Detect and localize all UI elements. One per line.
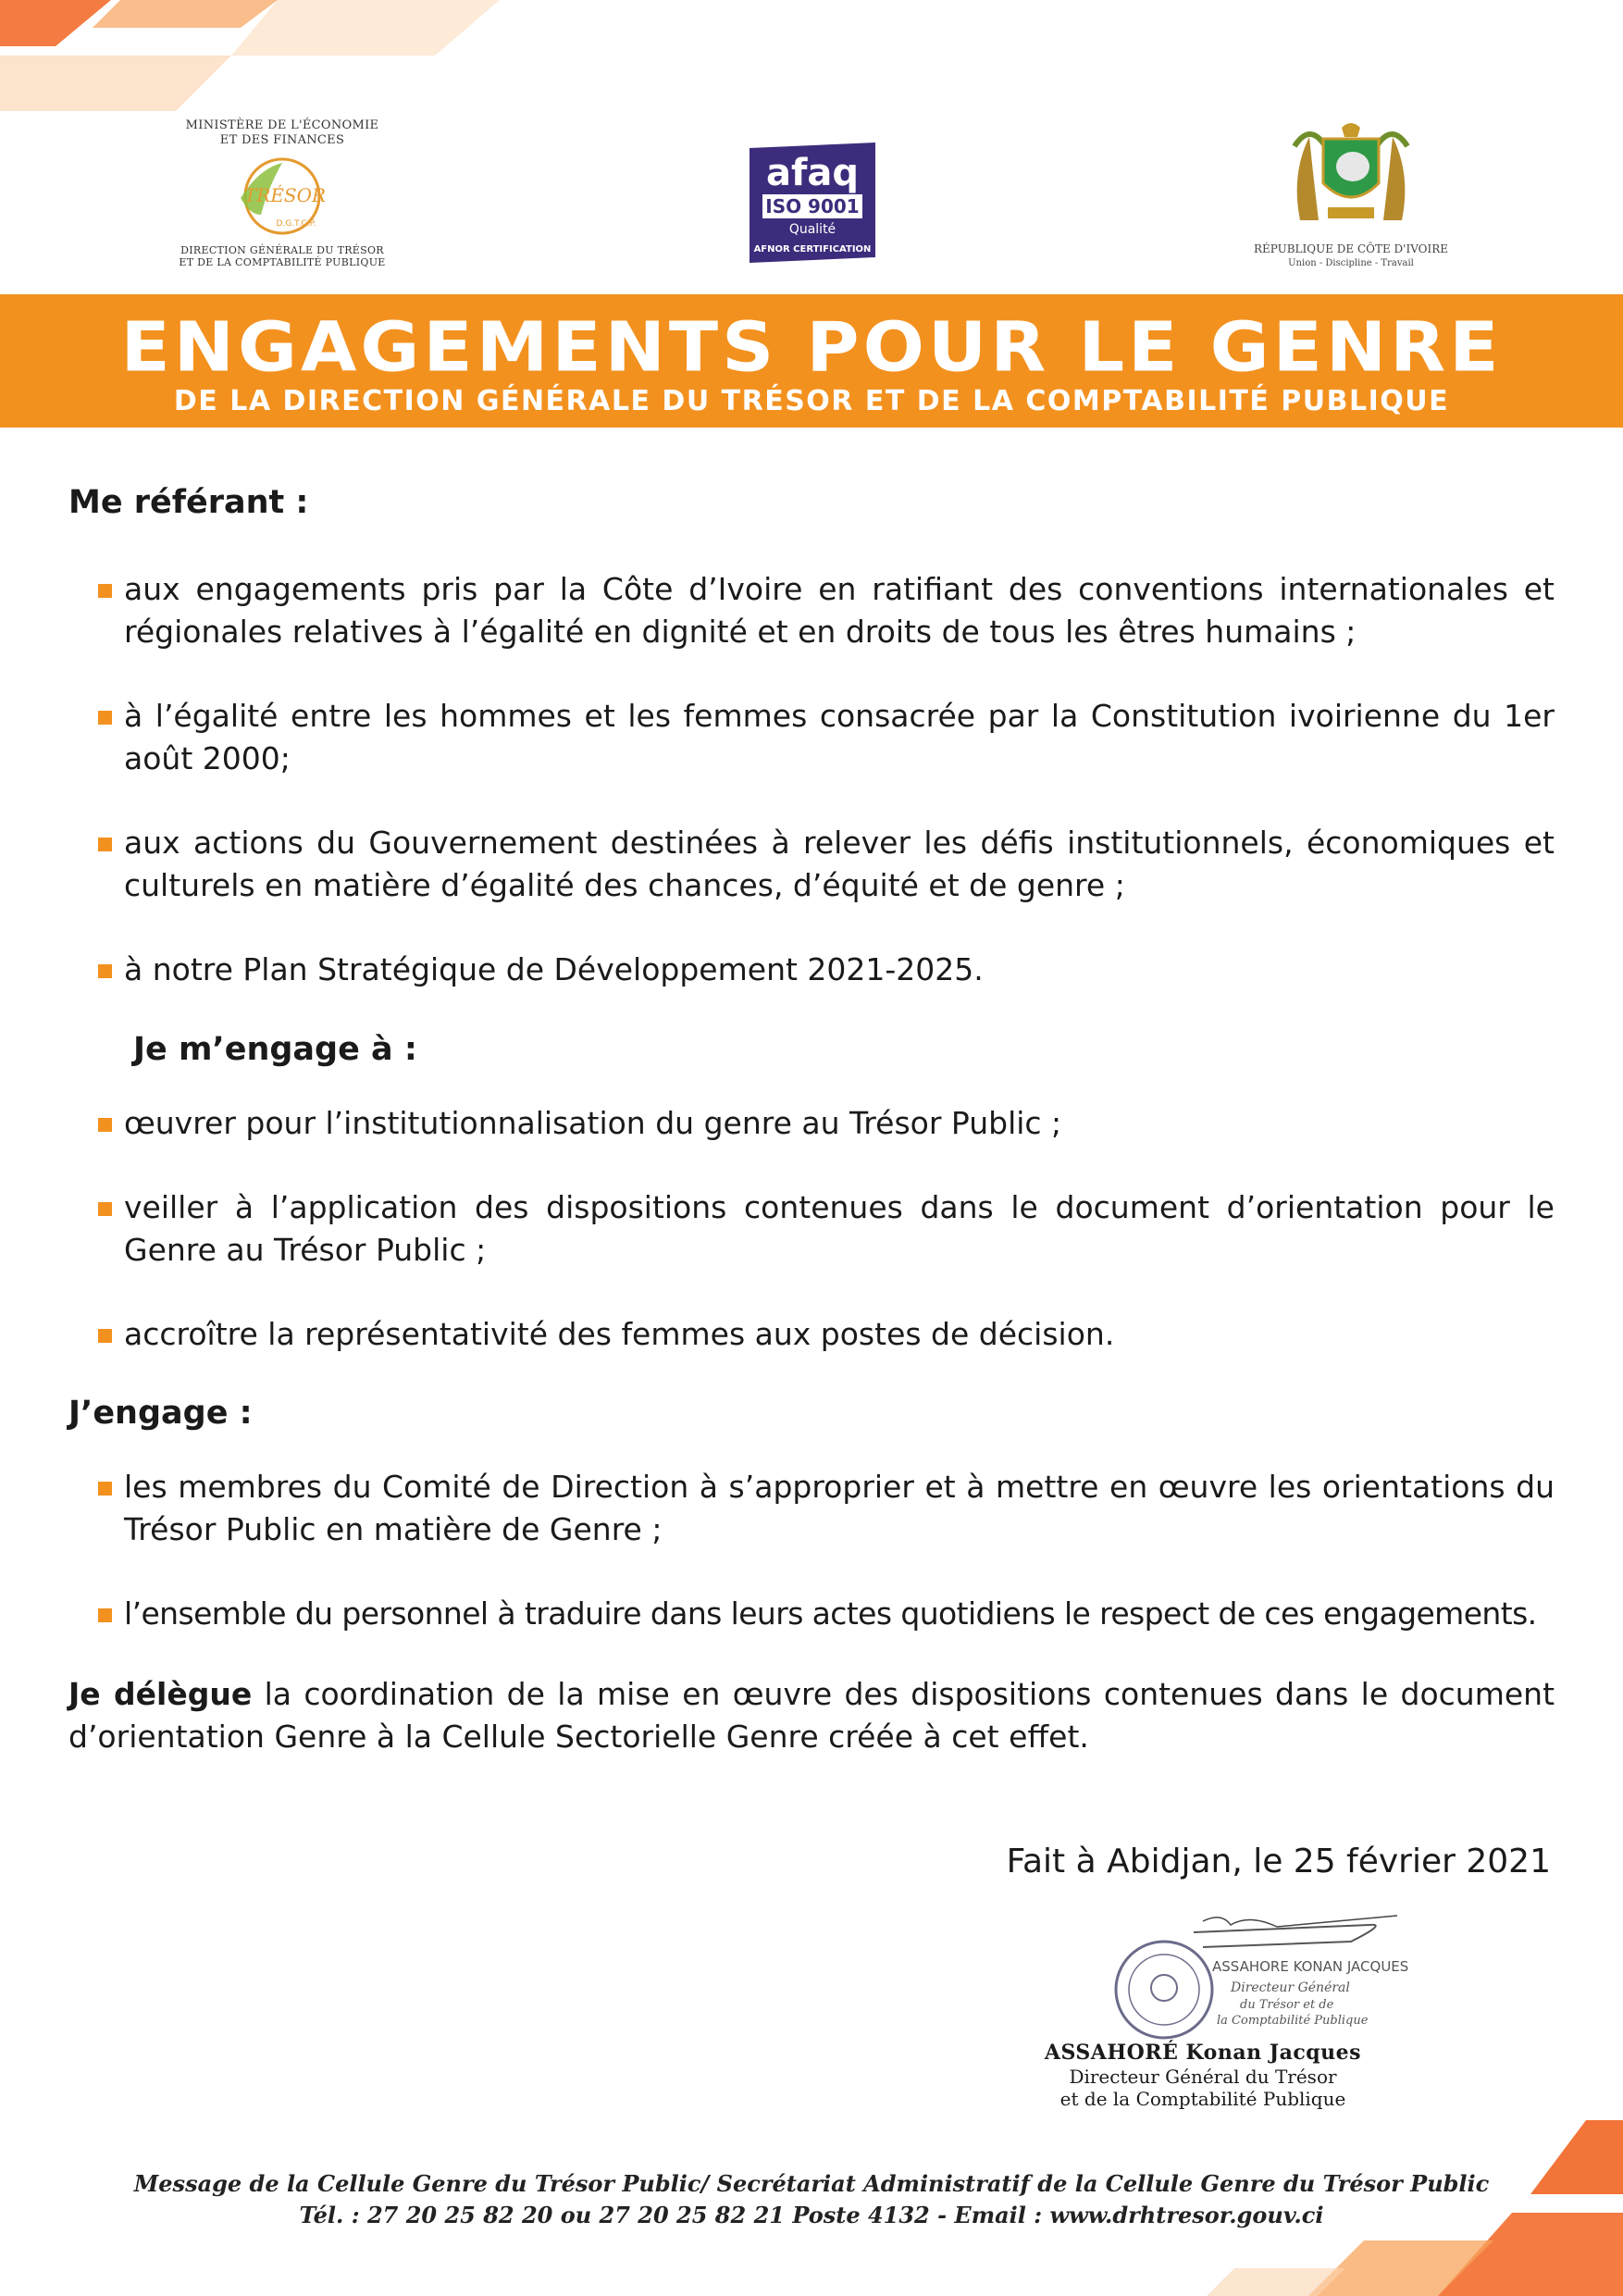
list-item: accroître la représentativité des femmes aux postes de décision. (68, 1313, 1555, 1356)
motto-label: Union - Discipline - Travail (1288, 258, 1414, 268)
list-item: œuvrer pour l’institutionnalisation du genre au Trésor Public ; (68, 1102, 1555, 1145)
afaq-badge-icon (750, 143, 875, 263)
signatory-title-2: et de la Comptabilité Publique (1059, 2088, 1346, 2110)
list-item: à notre Plan Stratégique de Développement 2021-2025. (68, 949, 1555, 991)
stamp-title1: Directeur Général (1231, 1980, 1350, 1995)
banner-title: ENGAGEMENTS POUR LE GENRE (120, 308, 1503, 388)
afaq-cert: AFNOR CERTIFICATION (753, 244, 872, 254)
bullet-square-icon (98, 1118, 112, 1132)
tresor-emblem-icon (222, 150, 342, 242)
bullet-square-icon (98, 1608, 112, 1622)
emblem-text: TRÉSOR (243, 184, 327, 206)
bullet-square-icon (98, 838, 112, 851)
bullet-square-icon (98, 584, 112, 598)
date-line: Fait à Abidjan, le 25 février 2021 (1006, 1843, 1551, 1880)
bullet-square-icon (98, 1482, 112, 1496)
tresor-logo-block (176, 118, 389, 268)
footer (0, 2168, 1623, 2231)
afaq-quality: Qualité (788, 222, 836, 237)
stamp-name: ASSAHORE KONAN JACQUES (1212, 1958, 1409, 1975)
banner-subtitle: DE LA DIRECTION GÉNÉRALE DU TRÉSOR ET DE LA COMPTABILITÉ PUBLIQUE (173, 385, 1450, 417)
list-item: aux actions du Gouvernement destinées à relever les défis institutionnels, économiques et culturels en matière d’égalité des chances, d’équité et de genre ; (68, 822, 1555, 907)
title-banner (0, 294, 1623, 428)
bullet-square-icon (98, 1329, 112, 1343)
direction-label: DIRECTION GÉNÉRALE DU TRÉSOR ET DE LA COMPTABILITÉ PUBLIQUE (179, 244, 386, 268)
list-item: l’ensemble du personnel à traduire dans leurs actes quotidiens le respect de ces engagements. (68, 1593, 1555, 1635)
heading-jengage: J’engage : (68, 1395, 253, 1432)
decorative-corner-top-left (0, 0, 518, 120)
coat-of-arms-icon (1282, 118, 1420, 230)
afaq-iso-logo (750, 143, 875, 263)
afaq-brand: afaq (765, 152, 860, 194)
stamp-title2: du Trésor et de (1240, 1998, 1334, 2012)
footer-line-2: Tél. : 27 20 25 82 20 ou 27 20 25 82 21 Poste 4132 - Email : www.drhtresor.gouv.ci (299, 2202, 1324, 2228)
delegate-text: la coordination de la mise en œuvre des dispositions contenues dans le document d’orientation Genre à la Cellule Sectorielle Genre créée à cet effet. (68, 1676, 1555, 1755)
delegate-bold: Je délègue (68, 1676, 253, 1712)
bullet-square-icon (98, 1202, 112, 1216)
afaq-standard: ISO 9001 (765, 195, 860, 217)
ministry-label: MINISTÈRE DE L'ÉCONOMIE ET DES FINANCES (185, 118, 379, 147)
list-item: aux engagements pris par la Côte d’Ivoire en ratifiant des conventions internationales et régionales relatives à l’égalité en dignité et en droits de tous les êtres humains ; (68, 568, 1555, 653)
signatory-block (1018, 2040, 1388, 2110)
bullet-square-icon (98, 964, 112, 978)
coat-of-arms-block (1240, 118, 1462, 270)
heading-engage: Je m’engage à : (133, 1031, 417, 1068)
list-item: à l’égalité entre les hommes et les femmes consacrée par la Constitution ivoirienne du 1er août 2000; (68, 695, 1555, 780)
signatory-name: ASSAHORÉ Konan Jacques (1044, 2041, 1362, 2065)
bullet-square-icon (98, 711, 112, 725)
main-content (68, 481, 1555, 1758)
signatory-title-1: Directeur Général du Trésor (1069, 2066, 1337, 2088)
list-item: veiller à l’application des dispositions contenues dans le document d’orientation pour le Genre au Trésor Public ; (68, 1186, 1555, 1272)
stamp-title3: la Comptabilité Publique (1217, 2014, 1369, 2028)
list-item: les membres du Comité de Direction à s’approprier et à mettre en œuvre les orientations du Trésor Public en matière de Genre ; (68, 1466, 1555, 1551)
emblem-subtext: D.G.T.C.P. (276, 219, 316, 229)
footer-line-1: Message de la Cellule Genre du Trésor Public/ Secrétariat Administratif de la Cellule Genre du Trésor Public (133, 2170, 1490, 2197)
country-label: RÉPUBLIQUE DE CÔTE D'IVOIRE (1253, 242, 1449, 255)
heading-referant: Me référant : (68, 484, 309, 521)
delegation-paragraph (68, 1673, 1555, 1758)
